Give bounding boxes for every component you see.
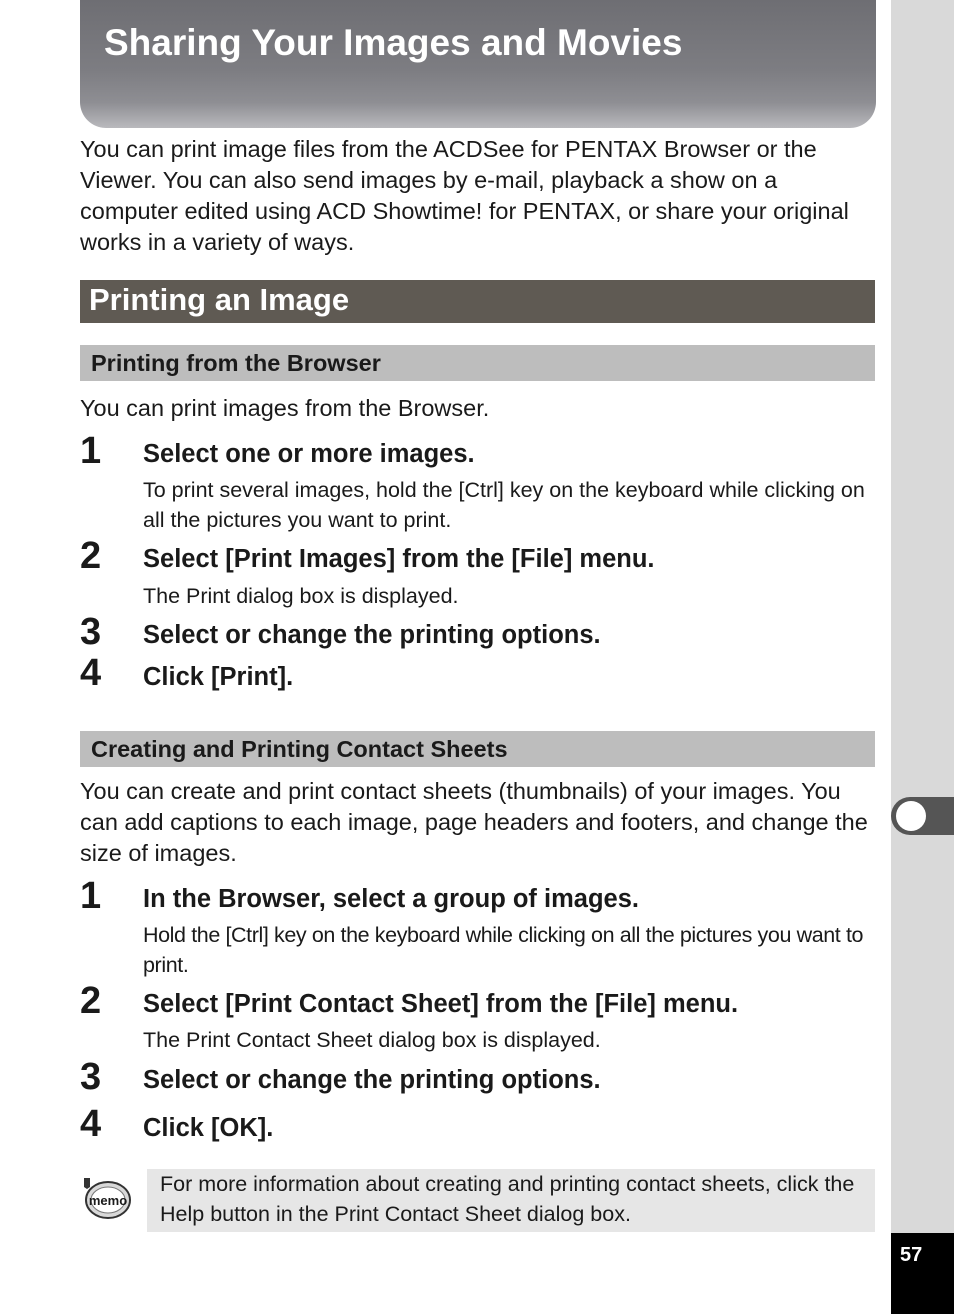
step-number: 4 [80, 652, 102, 694]
page-title: Sharing Your Images and Movies [104, 22, 683, 63]
chapter-tab [891, 797, 954, 835]
chapter-tab-dot [896, 801, 926, 831]
memo-icon [80, 1175, 132, 1221]
step-description: The Print dialog box is displayed. [143, 584, 459, 608]
title-banner [80, 0, 876, 128]
memo-text: For more information about creating and printing contact sheets, click the Help button in the Print Contact Sheet dialog box. [160, 1172, 855, 1226]
step-number: 4 [80, 1103, 102, 1145]
section-heading: Printing an Image [89, 282, 350, 317]
step-number: 2 [80, 980, 102, 1022]
step-number: 1 [80, 430, 102, 472]
page-number: 57 [900, 1244, 923, 1266]
step-number: 3 [80, 1056, 102, 1098]
step-title: Select one or more images. [143, 440, 475, 468]
step-description: To print several images, hold the [Ctrl] key on the keyboard while clicking on all the pictures you want to print. [143, 478, 865, 532]
step-description: The Print Contact Sheet dialog box is displayed. [143, 1028, 601, 1052]
intro-paragraph: You can print image files from the ACDSee for PENTAX Browser or the Viewer. You can also send images by e-mail, playback a show on a computer edited using ACD Showtime! for PENTAX, or share your original works in a variety of ways. [80, 136, 849, 255]
step-description: Hold the [Ctrl] key on the keyboard while clicking on all the pictures you want to print. [143, 923, 864, 977]
subsection-heading-browser: Printing from the Browser [91, 350, 381, 376]
step-number: 1 [80, 875, 102, 917]
step-title: Click [Print]. [143, 663, 294, 691]
browser-intro: You can print images from the Browser. [80, 395, 490, 421]
step-number: 2 [80, 535, 102, 577]
side-strip [891, 0, 954, 1314]
step-title: In the Browser, select a group of images. [143, 885, 639, 913]
step-title: Select [Print Contact Sheet] from the [File] menu. [143, 990, 739, 1018]
contact-intro: You can create and print contact sheets (thumbnails) of your images. You can add captions to each image, page headers and footers, and change the size of images. [80, 778, 868, 866]
step-title: Select or change the printing options. [143, 1066, 601, 1094]
step-number: 3 [80, 611, 102, 653]
step-title: Select or change the printing options. [143, 621, 601, 649]
step-title: Click [OK]. [143, 1114, 274, 1142]
step-title: Select [Print Images] from the [File] menu. [143, 545, 655, 573]
memo-label: memo [88, 1193, 128, 1208]
subsection-heading-contact: Creating and Printing Contact Sheets [91, 736, 508, 762]
